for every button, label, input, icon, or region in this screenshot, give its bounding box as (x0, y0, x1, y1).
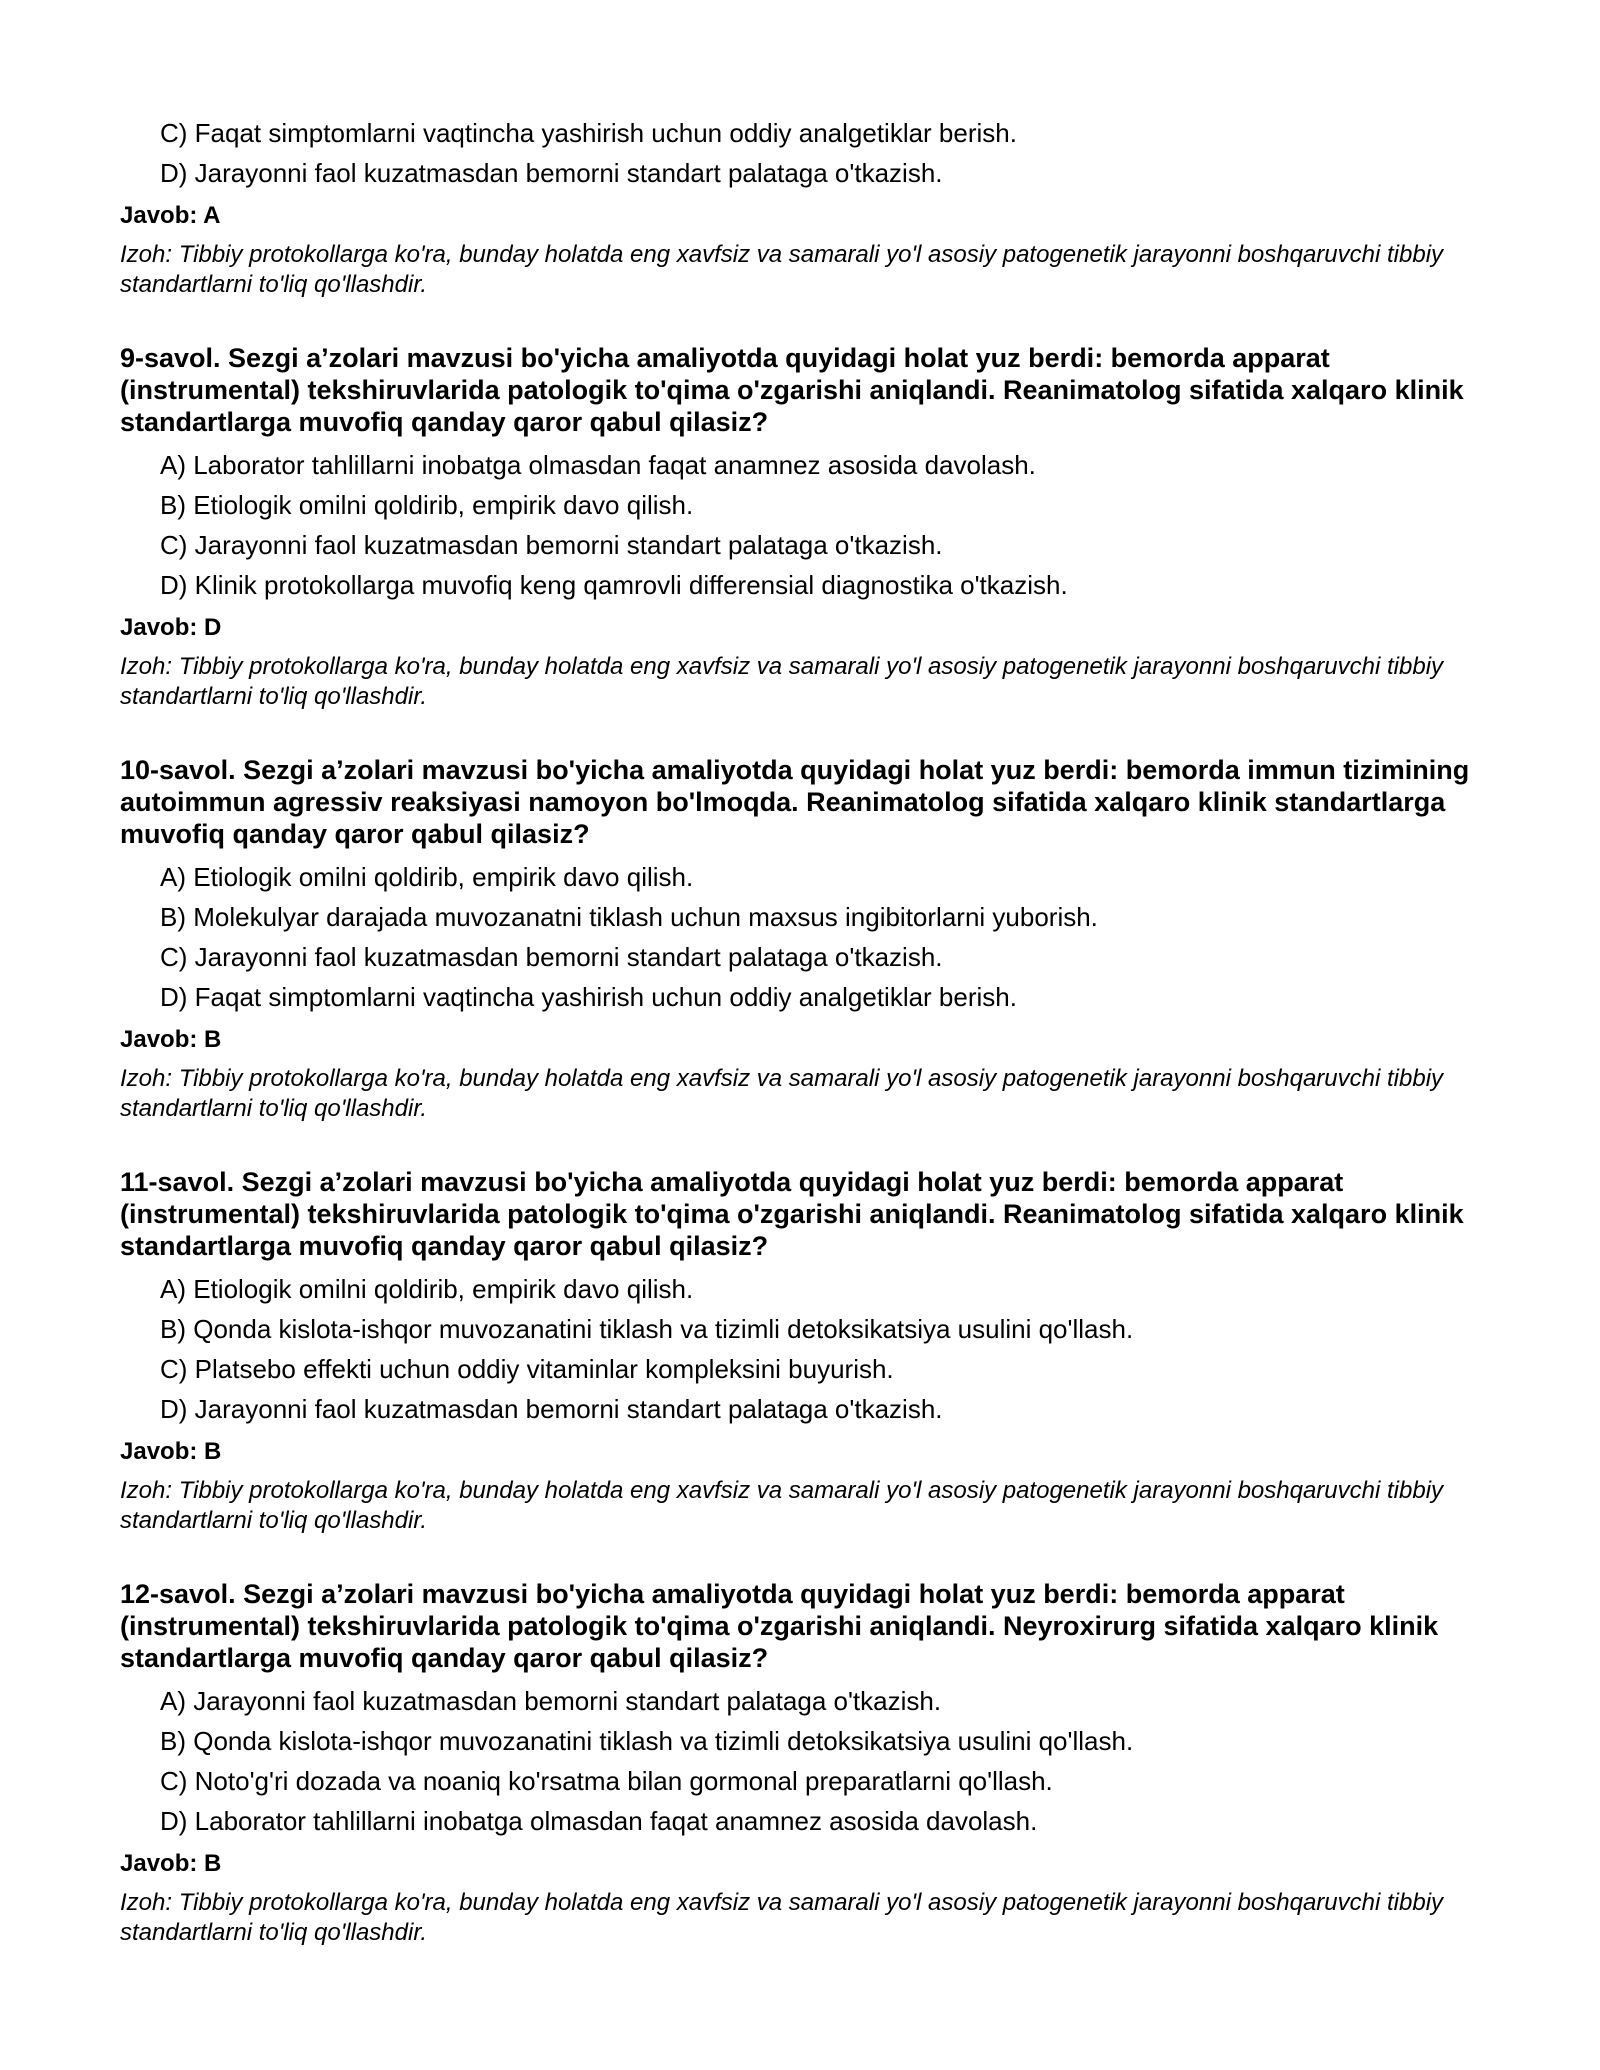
option-d: D) Klinik protokollarga muvofiq keng qamrovli differensial diagnostika o'tkazish. (160, 570, 1068, 600)
options-list (120, 862, 1480, 1012)
answer: Javob: B (120, 1438, 222, 1465)
option-c: C) Noto'g'ri dozada va noaniq ko'rsatma bilan gormonal preparatlarni qo'llash. (160, 1766, 1053, 1796)
question-text: 11-savol. Sezgi a’zolari mavzusi bo'yicha amaliyotda quyidagi holat yuz berdi: bemorda apparat (instrumental) tekshiruvlarida patologik to'qima o'zgarishi aniqlandi. Reanimatolog sifatida xalqaro klinik standartlarga muvofiq qanday qaror qabul qilasiz? (120, 1167, 1464, 1261)
question-text: 10-savol. Sezgi a’zolari mavzusi bo'yicha amaliyotda quyidagi holat yuz berdi: bemorda immun tizimining autoimmun agressiv reaksiyasi namoyon bo'lmoqda. Reanimatolog sifatida xalqaro klinik standartlarga muvofiq qanday qaror qabul qilasiz? (120, 755, 1470, 849)
option-c: C) Platsebo effekti uchun oddiy vitaminlar kompleksini buyurish. (160, 1354, 894, 1384)
option-c: C) Jarayonni faol kuzatmasdan bemorni standart palataga o'tkazish. (160, 942, 943, 972)
answer: Javob: B (120, 1850, 222, 1877)
option-d: D) Jarayonni faol kuzatmasdan bemorni standart palataga o'tkazish. (160, 1394, 943, 1424)
question-10 (120, 754, 1480, 1124)
options-list (120, 1274, 1480, 1424)
option-d: D) Faqat simptomlarni vaqtincha yashirish uchun oddiy analgetiklar berish. (160, 982, 1017, 1012)
question-11 (120, 1166, 1480, 1536)
option-b: B) Qonda kislota-ishqor muvozanatini tiklash va tizimli detoksikatsiya usulini qo'llash. (160, 1726, 1134, 1756)
option-a: A) Etiologik omilni qoldirib, empirik davo qilish. (160, 1274, 694, 1304)
option-a: A) Jarayonni faol kuzatmasdan bemorni standart palataga o'tkazish. (160, 1686, 942, 1716)
option-d: D) Laborator tahlillarni inobatga olmasdan faqat anamnez asosida davolash. (160, 1806, 1038, 1836)
question-text: 9-savol. Sezgi a’zolari mavzusi bo'yicha amaliyotda quyidagi holat yuz berdi: bemorda apparat (instrumental) tekshiruvlarida patologik to'qima o'zgarishi aniqlandi. Reanimatolog sifatida xalqaro klinik standartlarga muvofiq qanday qaror qabul qilasiz? (120, 343, 1464, 437)
question-8-fragment (120, 118, 1480, 300)
answer: Javob: B (120, 1026, 222, 1053)
answer: Javob: A (120, 202, 221, 229)
question-text: 12-savol. Sezgi a’zolari mavzusi bo'yicha amaliyotda quyidagi holat yuz berdi: bemorda apparat (instrumental) tekshiruvlarida patologik to'qima o'zgarishi aniqlandi. Neyroxirurg sifatida xalqaro klinik standartlarga muvofiq qanday qaror qabul qilasiz? (120, 1579, 1439, 1673)
option-a: A) Laborator tahlillarni inobatga olmasdan faqat anamnez asosida davolash. (160, 450, 1036, 480)
question-9 (120, 342, 1480, 712)
options-list (120, 118, 1480, 188)
explanation: Izoh: Tibbiy protokollarga ko'ra, bunday holatda eng xavfsiz va samarali yo'l asosiy patogenetik jarayonni boshqaruvchi tibbiy standartlarni to'liq qo'llashdir. (120, 1477, 1444, 1534)
option-b: B) Molekulyar darajada muvozanatni tiklash uchun maxsus ingibitorlarni yuborish. (160, 902, 1098, 932)
option-b: B) Etiologik omilni qoldirib, empirik davo qilish. (160, 490, 694, 520)
explanation: Izoh: Tibbiy protokollarga ko'ra, bunday holatda eng xavfsiz va samarali yo'l asosiy patogenetik jarayonni boshqaruvchi tibbiy standartlarni to'liq qo'llashdir. (120, 241, 1444, 298)
explanation: Izoh: Tibbiy protokollarga ko'ra, bunday holatda eng xavfsiz va samarali yo'l asosiy patogenetik jarayonni boshqaruvchi tibbiy standartlarni to'liq qo'llashdir. (120, 653, 1444, 710)
option-b: B) Qonda kislota-ishqor muvozanatini tiklash va tizimli detoksikatsiya usulini qo'llash. (160, 1314, 1134, 1344)
option-d: D) Jarayonni faol kuzatmasdan bemorni standart palataga o'tkazish. (160, 158, 943, 188)
options-list (120, 1686, 1480, 1836)
options-list (120, 450, 1480, 600)
option-c: C) Faqat simptomlarni vaqtincha yashirish uchun oddiy analgetiklar berish. (160, 118, 1017, 148)
answer: Javob: D (120, 614, 222, 641)
option-a: A) Etiologik omilni qoldirib, empirik davo qilish. (160, 862, 694, 892)
explanation: Izoh: Tibbiy protokollarga ko'ra, bunday holatda eng xavfsiz va samarali yo'l asosiy patogenetik jarayonni boshqaruvchi tibbiy standartlarni to'liq qo'llashdir. (120, 1065, 1444, 1122)
option-c: C) Jarayonni faol kuzatmasdan bemorni standart palataga o'tkazish. (160, 530, 943, 560)
explanation: Izoh: Tibbiy protokollarga ko'ra, bunday holatda eng xavfsiz va samarali yo'l asosiy patogenetik jarayonni boshqaruvchi tibbiy standartlarni to'liq qo'llashdir. (120, 1889, 1444, 1946)
page-content (120, 118, 1480, 1948)
question-12 (120, 1578, 1480, 1948)
